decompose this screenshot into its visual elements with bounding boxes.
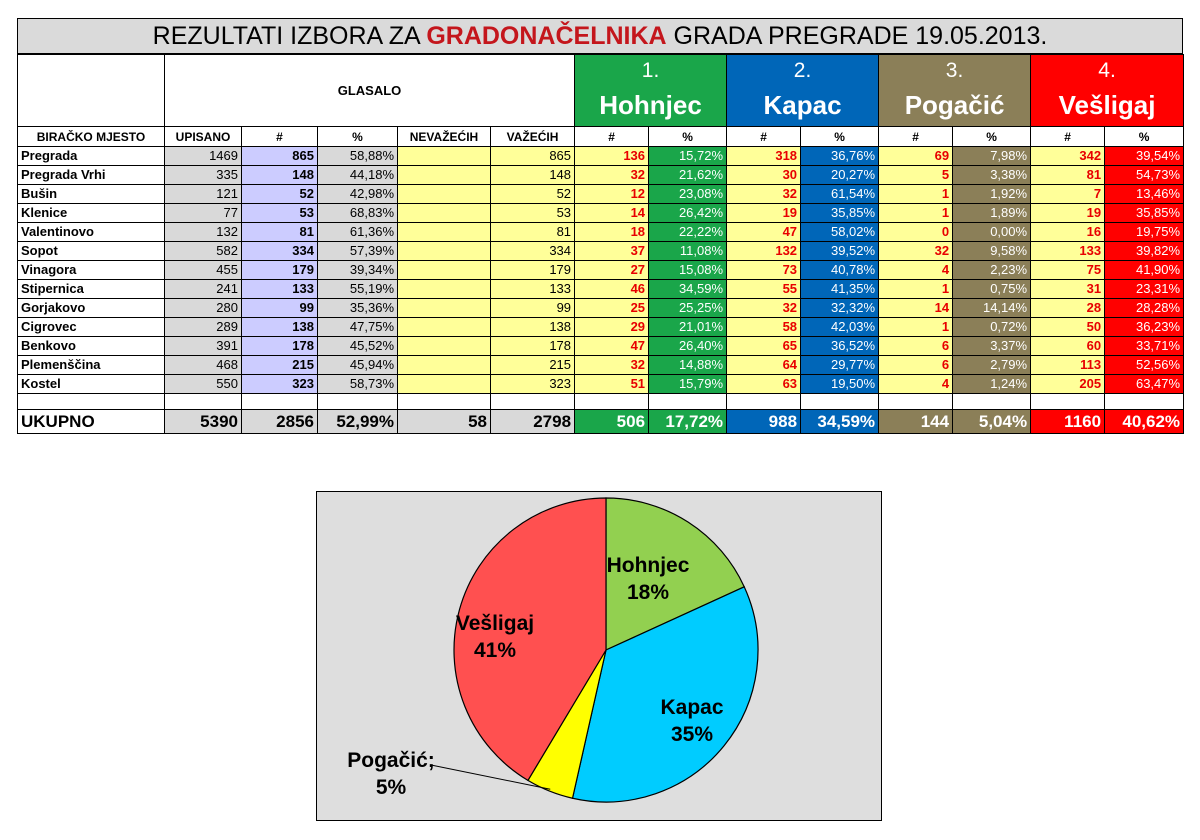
table-cell: Valentinovo: [18, 223, 165, 242]
table-cell: 4: [879, 375, 953, 394]
spacer-cell: [1105, 394, 1184, 410]
table-cell: 55: [727, 280, 801, 299]
spacer-cell: [727, 394, 801, 410]
table-cell: 1469: [165, 147, 242, 166]
table-cell: 132: [165, 223, 242, 242]
table-cell: 55,19%: [318, 280, 398, 299]
table-cell: 77: [165, 204, 242, 223]
spacer-cell: [649, 394, 727, 410]
table-cell: 342: [1031, 147, 1105, 166]
table-cell: 1,24%: [953, 375, 1031, 394]
spacer-cell: [398, 394, 491, 410]
column-header: %: [1105, 127, 1184, 147]
table-cell: 0,75%: [953, 280, 1031, 299]
pie-chart-panel: [316, 491, 882, 821]
table-cell: 138: [491, 318, 575, 337]
pie-label-value: 35%: [670, 723, 714, 746]
column-header-row: [18, 127, 1184, 147]
table-cell: 7: [1031, 185, 1105, 204]
table-cell: 64: [727, 356, 801, 375]
table-cell: Stipernica: [18, 280, 165, 299]
table-cell: 391: [165, 337, 242, 356]
table-cell: 16: [1031, 223, 1105, 242]
table-cell: 36,76%: [801, 147, 879, 166]
table-cell: 20,27%: [801, 166, 879, 185]
spacer-cell: [575, 394, 649, 410]
title-prefix: REZULTATI IZBORA ZA: [152, 22, 427, 50]
table-cell: 60: [1031, 337, 1105, 356]
table-cell: 4: [879, 261, 953, 280]
candidate-name: Kapac: [763, 89, 842, 120]
table-cell: 0,72%: [953, 318, 1031, 337]
table-cell: 46: [575, 280, 649, 299]
table-cell: Vinagora: [18, 261, 165, 280]
total-cell: 17,72%: [649, 410, 727, 434]
table-cell: 53: [242, 204, 318, 223]
table-cell: 215: [242, 356, 318, 375]
table-cell: 13,46%: [1105, 185, 1184, 204]
table-cell: 148: [242, 166, 318, 185]
glasalo-header: GLASALO: [165, 55, 575, 127]
table-row: [18, 223, 1184, 242]
total-cell: 144: [879, 410, 953, 434]
candidate-header-2: [727, 55, 879, 127]
table-cell: 81: [491, 223, 575, 242]
column-header: %: [801, 127, 879, 147]
table-cell: 32,32%: [801, 299, 879, 318]
column-header: VAŽEĆIH: [491, 127, 575, 147]
table-row: [18, 356, 1184, 375]
table-cell: [398, 299, 491, 318]
total-cell: 52,99%: [318, 410, 398, 434]
table-cell: 58: [727, 318, 801, 337]
table-cell: 81: [1031, 166, 1105, 185]
title-suffix: GRADA PREGRADE 19.05.2013.: [666, 22, 1048, 50]
table-cell: [398, 280, 491, 299]
table-cell: 23,08%: [649, 185, 727, 204]
table-cell: 32: [727, 299, 801, 318]
pie-label-name: Hohnjec: [606, 554, 690, 577]
table-cell: [398, 204, 491, 223]
table-cell: 0,00%: [953, 223, 1031, 242]
results-table: [17, 54, 1184, 434]
table-cell: 468: [165, 356, 242, 375]
table-cell: [398, 185, 491, 204]
table-row: [18, 337, 1184, 356]
candidate-rank: 4.: [1098, 58, 1116, 82]
table-cell: 65: [727, 337, 801, 356]
table-cell: 19,50%: [801, 375, 879, 394]
table-cell: 63,47%: [1105, 375, 1184, 394]
candidate-rank: 2.: [793, 58, 812, 82]
table-cell: 289: [165, 318, 242, 337]
table-cell: 30: [727, 166, 801, 185]
table-cell: 1,92%: [953, 185, 1031, 204]
table-cell: 27: [575, 261, 649, 280]
column-header: #: [1031, 127, 1105, 147]
table-cell: 42,03%: [801, 318, 879, 337]
table-cell: 36,52%: [801, 337, 879, 356]
table-cell: [398, 375, 491, 394]
column-header: %: [953, 127, 1031, 147]
table-cell: 47: [575, 337, 649, 356]
table-cell: [398, 166, 491, 185]
spacer-cell: [165, 394, 242, 410]
candidate-name: Hohnjec: [599, 89, 702, 120]
total-cell: 988: [727, 410, 801, 434]
table-cell: 113: [1031, 356, 1105, 375]
table-cell: 133: [242, 280, 318, 299]
table-cell: 132: [727, 242, 801, 261]
table-cell: 58,88%: [318, 147, 398, 166]
candidate-header-row: [18, 55, 1184, 127]
table-cell: 19: [1031, 204, 1105, 223]
pie-chart: [317, 492, 881, 820]
table-cell: [398, 242, 491, 261]
table-row: [18, 166, 1184, 185]
candidate-header-3: [879, 55, 1031, 127]
spacer-cell: [1031, 394, 1105, 410]
table-cell: 11,08%: [649, 242, 727, 261]
candidate-name: Vešligaj: [1058, 89, 1156, 120]
spacer-cell: [18, 394, 165, 410]
table-cell: 318: [727, 147, 801, 166]
table-cell: 15,08%: [649, 261, 727, 280]
table-cell: 323: [491, 375, 575, 394]
column-header: BIRAČKO MJESTO: [18, 127, 165, 147]
column-header: #: [727, 127, 801, 147]
table-cell: 582: [165, 242, 242, 261]
table-cell: 35,85%: [1105, 204, 1184, 223]
table-cell: 68,83%: [318, 204, 398, 223]
table-cell: 58,02%: [801, 223, 879, 242]
table-cell: 12: [575, 185, 649, 204]
table-cell: 3,37%: [953, 337, 1031, 356]
candidate-rank: 3.: [945, 58, 964, 82]
table-cell: Klenice: [18, 204, 165, 223]
total-cell: UKUPNO: [18, 410, 165, 434]
table-cell: 7,98%: [953, 147, 1031, 166]
table-cell: 455: [165, 261, 242, 280]
spacer-cell: [491, 394, 575, 410]
table-row: [18, 204, 1184, 223]
table-cell: 205: [1031, 375, 1105, 394]
table-cell: 54,73%: [1105, 166, 1184, 185]
table-cell: 36,23%: [1105, 318, 1184, 337]
table-cell: [398, 261, 491, 280]
table-cell: [398, 318, 491, 337]
table-cell: [398, 147, 491, 166]
candidate-header-1: [575, 55, 727, 127]
table-cell: 15,79%: [649, 375, 727, 394]
table-row: [18, 318, 1184, 337]
table-cell: 73: [727, 261, 801, 280]
table-cell: 6: [879, 337, 953, 356]
table-cell: 99: [491, 299, 575, 318]
table-cell: Benkovo: [18, 337, 165, 356]
page-title: [17, 18, 1183, 54]
table-cell: 22,22%: [649, 223, 727, 242]
table-cell: 44,18%: [318, 166, 398, 185]
total-cell: 58: [398, 410, 491, 434]
column-header: UPISANO: [165, 127, 242, 147]
table-cell: 865: [242, 147, 318, 166]
total-cell: 34,59%: [801, 410, 879, 434]
table-cell: 335: [165, 166, 242, 185]
table-cell: 52: [242, 185, 318, 204]
column-header: #: [242, 127, 318, 147]
table-cell: 19,75%: [1105, 223, 1184, 242]
candidate-name: Pogačić: [904, 89, 1005, 120]
total-cell: 1160: [1031, 410, 1105, 434]
spacer-cell: [953, 394, 1031, 410]
table-cell: 41,90%: [1105, 261, 1184, 280]
table-cell: 28: [1031, 299, 1105, 318]
pie-label-value: 41%: [473, 639, 517, 662]
table-cell: Cigrovec: [18, 318, 165, 337]
column-header: %: [318, 127, 398, 147]
table-cell: 9,58%: [953, 242, 1031, 261]
table-cell: 21,62%: [649, 166, 727, 185]
table-cell: 1,89%: [953, 204, 1031, 223]
table-cell: 33,71%: [1105, 337, 1184, 356]
column-header: #: [879, 127, 953, 147]
spacer-row: [18, 394, 1184, 410]
table-cell: 136: [575, 147, 649, 166]
table-cell: 57,39%: [318, 242, 398, 261]
total-cell: 5390: [165, 410, 242, 434]
table-cell: 42,98%: [318, 185, 398, 204]
candidate-rank: 1.: [641, 58, 660, 82]
table-cell: 5: [879, 166, 953, 185]
table-cell: 865: [491, 147, 575, 166]
table-cell: 75: [1031, 261, 1105, 280]
table-cell: 32: [727, 185, 801, 204]
column-header: %: [649, 127, 727, 147]
table-cell: 81: [242, 223, 318, 242]
table-cell: 215: [491, 356, 575, 375]
table-cell: 18: [575, 223, 649, 242]
table-cell: 47: [727, 223, 801, 242]
total-cell: 2856: [242, 410, 318, 434]
table-cell: 19: [727, 204, 801, 223]
table-cell: 45,52%: [318, 337, 398, 356]
corner-cell: [18, 55, 165, 127]
table-cell: Pregrada Vrhi: [18, 166, 165, 185]
table-cell: 26,42%: [649, 204, 727, 223]
table-cell: 25: [575, 299, 649, 318]
table-body: [18, 55, 1184, 434]
table-cell: 323: [242, 375, 318, 394]
table-cell: 14,14%: [953, 299, 1031, 318]
table-cell: Kostel: [18, 375, 165, 394]
table-cell: 15,72%: [649, 147, 727, 166]
table-cell: 1: [879, 185, 953, 204]
table-cell: 334: [491, 242, 575, 261]
table-cell: 61,54%: [801, 185, 879, 204]
table-cell: 1: [879, 318, 953, 337]
table-cell: 45,94%: [318, 356, 398, 375]
table-cell: 14: [879, 299, 953, 318]
table-row: [18, 280, 1184, 299]
table-cell: 52,56%: [1105, 356, 1184, 375]
pie-label-name: Vešligaj: [455, 612, 535, 635]
table-cell: 58,73%: [318, 375, 398, 394]
column-header: #: [575, 127, 649, 147]
title-highlight: GRADONAČELNIKA: [426, 22, 667, 50]
pie-label-name: Kapac: [660, 696, 724, 719]
table-cell: 280: [165, 299, 242, 318]
table-cell: 178: [242, 337, 318, 356]
table-row: [18, 242, 1184, 261]
total-cell: 40,62%: [1105, 410, 1184, 434]
table-cell: Bušin: [18, 185, 165, 204]
table-cell: 41,35%: [801, 280, 879, 299]
total-cell: 2798: [491, 410, 575, 434]
table-cell: 29: [575, 318, 649, 337]
table-cell: 178: [491, 337, 575, 356]
table-cell: 334: [242, 242, 318, 261]
table-cell: 2,23%: [953, 261, 1031, 280]
table-row: [18, 375, 1184, 394]
results-board: [17, 18, 1183, 474]
table-cell: 53: [491, 204, 575, 223]
table-cell: 21,01%: [649, 318, 727, 337]
table-cell: 1: [879, 204, 953, 223]
table-cell: 39,34%: [318, 261, 398, 280]
table-cell: 34,59%: [649, 280, 727, 299]
pie-label-value: 18%: [626, 581, 670, 604]
table-row: [18, 185, 1184, 204]
table-cell: 6: [879, 356, 953, 375]
table-cell: 39,54%: [1105, 147, 1184, 166]
table-cell: 50: [1031, 318, 1105, 337]
table-cell: 29,77%: [801, 356, 879, 375]
table-cell: 148: [491, 166, 575, 185]
table-cell: 133: [1031, 242, 1105, 261]
table-cell: 39,52%: [801, 242, 879, 261]
table-cell: 35,85%: [801, 204, 879, 223]
table-cell: [398, 223, 491, 242]
table-cell: 1: [879, 280, 953, 299]
table-cell: 40,78%: [801, 261, 879, 280]
table-row: [18, 147, 1184, 166]
table-cell: 63: [727, 375, 801, 394]
table-cell: 550: [165, 375, 242, 394]
table-cell: 14: [575, 204, 649, 223]
pie-label-value: 5%: [375, 776, 407, 799]
table-cell: 31: [1031, 280, 1105, 299]
table-cell: 32: [879, 242, 953, 261]
table-cell: 133: [491, 280, 575, 299]
table-cell: 3,38%: [953, 166, 1031, 185]
table-cell: 23,31%: [1105, 280, 1184, 299]
table-cell: 26,40%: [649, 337, 727, 356]
table-cell: 179: [242, 261, 318, 280]
table-cell: 241: [165, 280, 242, 299]
table-cell: 35,36%: [318, 299, 398, 318]
spacer-cell: [801, 394, 879, 410]
table-cell: 179: [491, 261, 575, 280]
table-cell: 51: [575, 375, 649, 394]
table-cell: Sopot: [18, 242, 165, 261]
table-cell: 2,79%: [953, 356, 1031, 375]
spacer-cell: [242, 394, 318, 410]
table-cell: 61,36%: [318, 223, 398, 242]
table-cell: 25,25%: [649, 299, 727, 318]
table-cell: 32: [575, 356, 649, 375]
total-row: [18, 410, 1184, 434]
table-cell: 99: [242, 299, 318, 318]
column-header: NEVAŽEĆIH: [398, 127, 491, 147]
table-cell: [398, 337, 491, 356]
table-cell: 47,75%: [318, 318, 398, 337]
table-row: [18, 261, 1184, 280]
candidate-header-4: [1031, 55, 1184, 127]
pie-label-name: Pogačić;: [347, 749, 435, 772]
table-cell: Pregrada: [18, 147, 165, 166]
table-cell: 37: [575, 242, 649, 261]
spacer-cell: [318, 394, 398, 410]
table-cell: 39,82%: [1105, 242, 1184, 261]
table-cell: 14,88%: [649, 356, 727, 375]
table-cell: 28,28%: [1105, 299, 1184, 318]
table-cell: 69: [879, 147, 953, 166]
total-cell: 5,04%: [953, 410, 1031, 434]
table-cell: 121: [165, 185, 242, 204]
table-cell: Gorjakovo: [18, 299, 165, 318]
table-cell: 52: [491, 185, 575, 204]
table-row: [18, 299, 1184, 318]
total-cell: 506: [575, 410, 649, 434]
table-cell: 0: [879, 223, 953, 242]
table-cell: 32: [575, 166, 649, 185]
table-cell: 138: [242, 318, 318, 337]
table-cell: [398, 356, 491, 375]
table-cell: Plemenščina: [18, 356, 165, 375]
spacer-cell: [879, 394, 953, 410]
